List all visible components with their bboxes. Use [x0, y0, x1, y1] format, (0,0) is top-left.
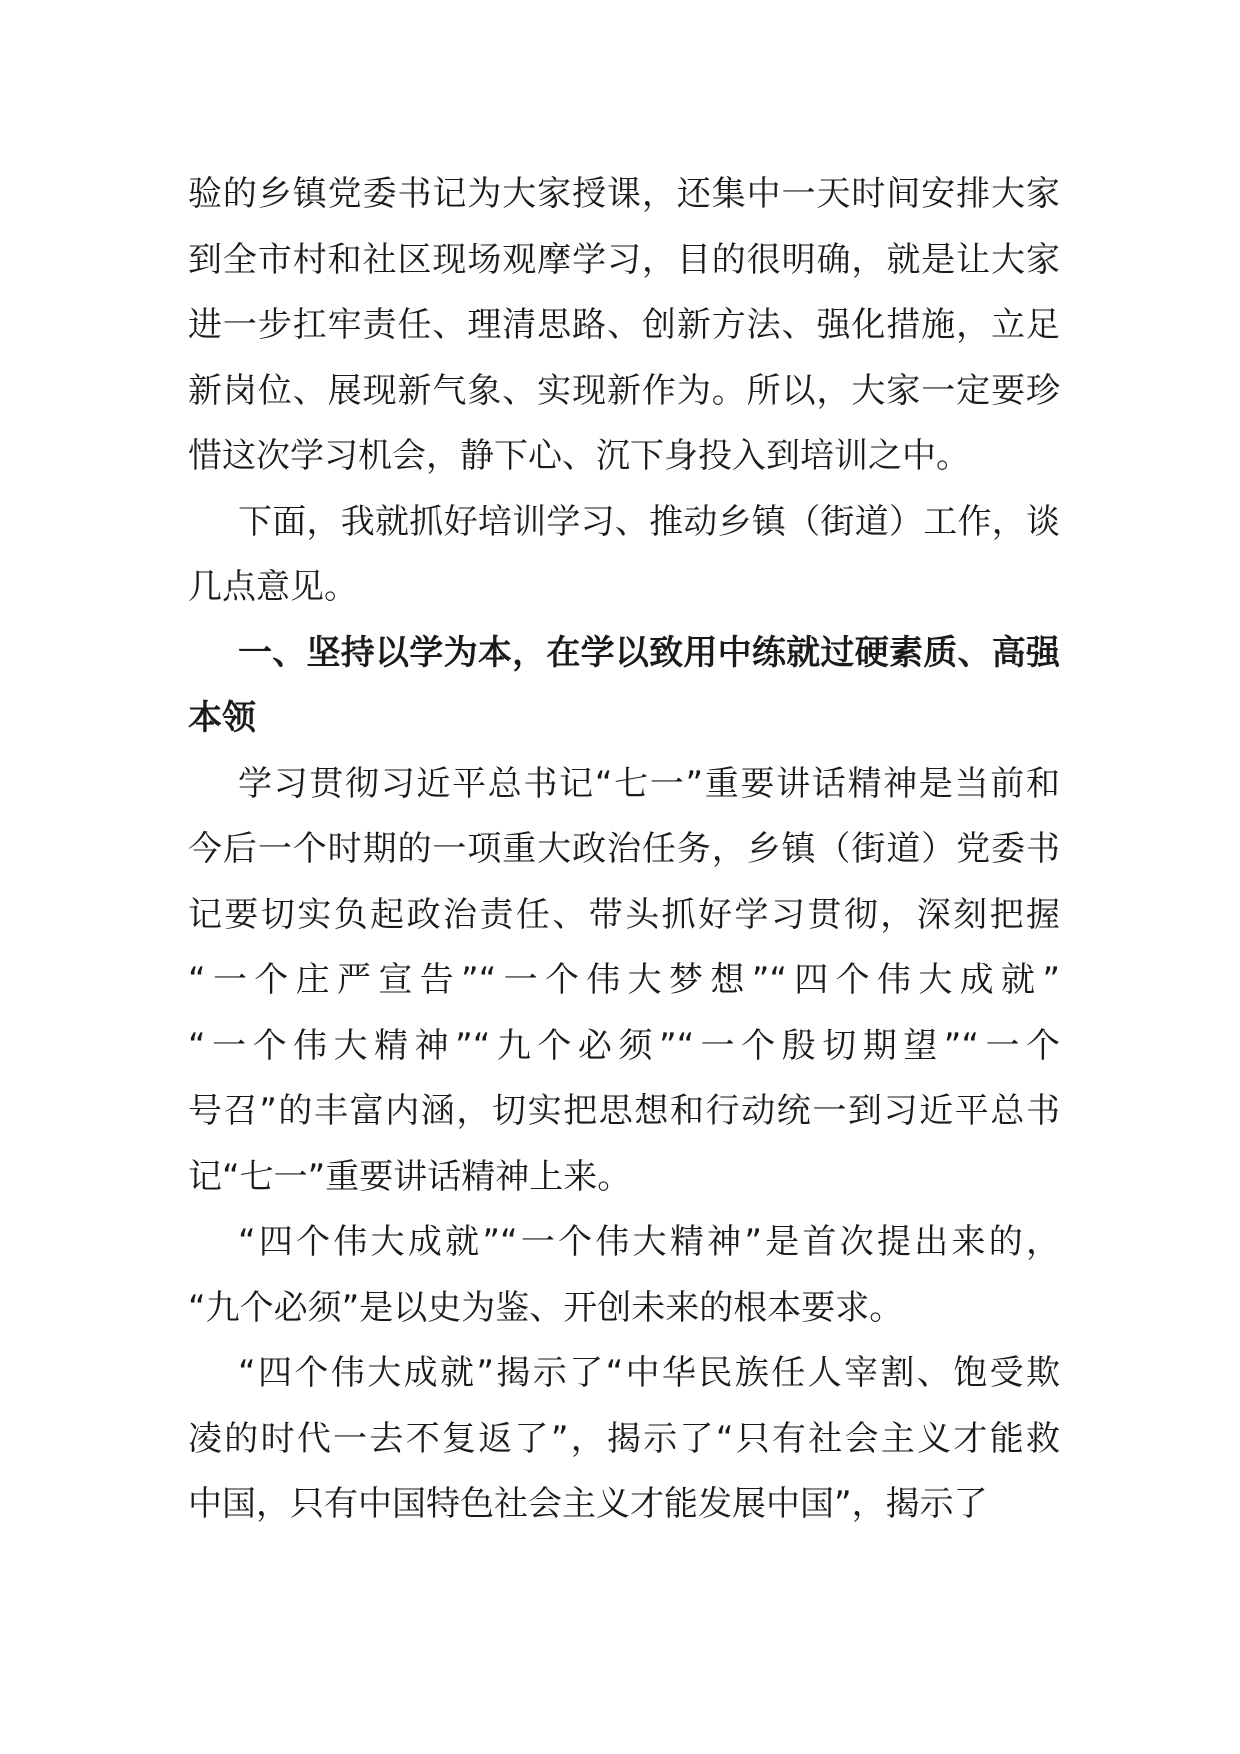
text-line: “四个伟大成就”“一个伟大精神”是首次提出来的， [238, 1222, 1060, 1262]
text-line: “一个庄严宣告”“一个伟大梦想”“四个伟大成就” [188, 960, 1060, 1000]
text-line: 记“七一”重要讲话精神上来。 [188, 1156, 632, 1197]
paragraph [188, 752, 1060, 1211]
text-line: 到全市村和社区现场观摩学习，目的很明确，就是让大家 [188, 239, 1060, 280]
text-line: 记要切实负起政治责任、带头抓好学习贯彻，深刻把握 [188, 894, 1060, 935]
text-line: 几点意见。 [188, 567, 358, 607]
paragraph [188, 1210, 1060, 1341]
section-heading [188, 621, 1060, 752]
paragraph [188, 162, 1060, 490]
text-line: 下面，我就抓好培训学习、推动乡镇（街道）工作，谈 [238, 501, 1060, 542]
text-line: “四个伟大成就”揭示了“中华民族任人宰割、饱受欺 [238, 1353, 1060, 1393]
text-line: 学习贯彻习近平总书记“七一”重要讲话精神是当前和 [238, 763, 1060, 804]
text-line: 号召”的丰富内涵，切实把思想和行动统一到习近平总书 [188, 1091, 1060, 1131]
text-line: 验的乡镇党委书记为大家授课，还集中一天时间安排大家 [188, 174, 1060, 214]
text-line: 新岗位、展现新气象、实现新作为。所以，大家一定要珍 [188, 370, 1060, 411]
text-line: 惜这次学习机会，静下心、沉下身投入到培训之中。 [188, 436, 970, 476]
body-text [188, 162, 1060, 1538]
paragraph [188, 1341, 1060, 1538]
text-line: “九个必须”是以史为鉴、开创未来的根本要求。 [188, 1287, 904, 1328]
paragraph [188, 490, 1060, 621]
text-line: “一个伟大精神”“九个必须”“一个殷切期望”“一个 [188, 1025, 1060, 1066]
text-line: 凌的时代一去不复返了”，揭示了“只有社会主义才能救 [188, 1418, 1060, 1459]
text-line: 今后一个时期的一项重大政治任务，乡镇（街道）党委书 [188, 829, 1060, 869]
text-line: 一、坚持以学为本，在学以致用中练就过硬素质、高强 [238, 632, 1060, 673]
text-line: 中国，只有中国特色社会主义才能发展中国”，揭示了 [188, 1484, 988, 1524]
text-line: 进一步扛牢责任、理清思路、创新方法、强化措施，立足 [188, 305, 1060, 345]
text-line: 本领 [188, 698, 256, 738]
